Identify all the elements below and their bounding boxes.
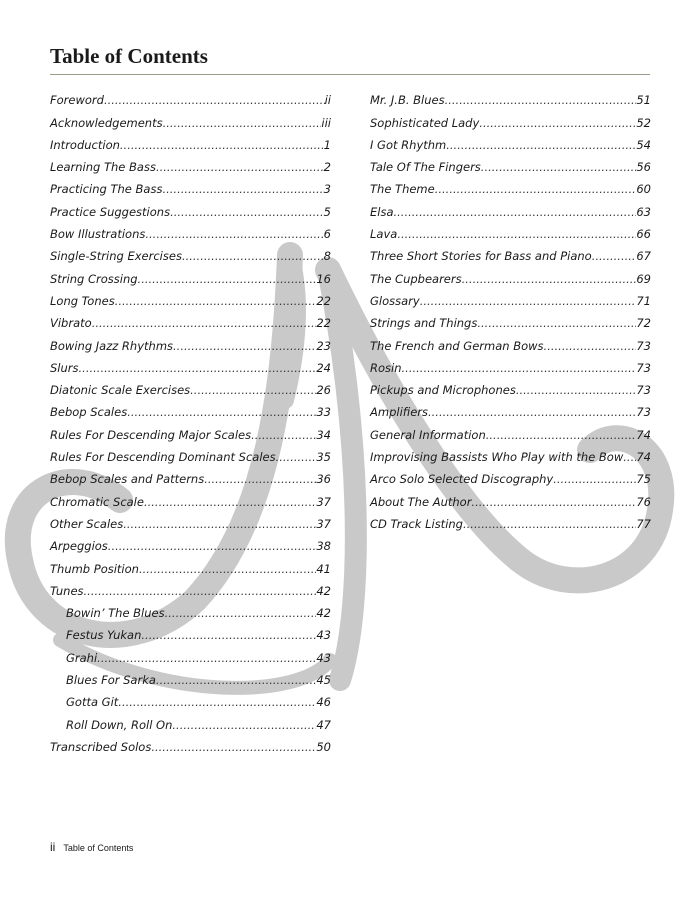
toc-entry-page-number: 47 — [316, 717, 331, 732]
toc-entry-title: Acknowledgements — [50, 115, 163, 130]
toc-entry-page-number: 54 — [636, 137, 651, 152]
toc-entry-page-number: 73 — [636, 383, 651, 398]
toc-entry-page-number: 22 — [316, 293, 331, 308]
toc-entry-page-number: 66 — [636, 227, 651, 242]
toc-entry-page-number: 74 — [636, 450, 651, 465]
toc-entry-title: Practicing The Bass — [50, 182, 163, 197]
toc-entry-title: Sophisticated Lady — [370, 115, 480, 130]
toc-subentry[interactable] — [50, 688, 331, 710]
dot-leader — [204, 471, 316, 487]
dot-leader — [553, 471, 636, 487]
toc-entry-page-number: 74 — [636, 427, 651, 442]
toc-entry-page-number: 52 — [636, 115, 651, 130]
toc-entry-title: Vibrato — [50, 316, 92, 331]
toc-entry-page-number: 34 — [316, 427, 331, 442]
dot-leader — [120, 137, 324, 153]
dot-leader — [92, 315, 317, 331]
dot-leader — [251, 427, 316, 443]
toc-entry-title: String Crossing — [50, 271, 138, 286]
dot-leader — [97, 650, 316, 666]
toc-entry-title: Learning The Bass — [50, 160, 156, 175]
toc-entry-title: Blues For Sarka — [66, 673, 156, 688]
toc-entry-title: Long Tones — [50, 293, 115, 308]
dot-leader — [428, 404, 636, 420]
toc-entry-title: Amplifiers — [370, 405, 428, 420]
toc-entry-title: Rules For Descending Major Scales — [50, 427, 252, 442]
toc-entry[interactable] — [50, 108, 331, 130]
toc-entry-title: Mr. J.B. Blues — [370, 93, 445, 108]
dot-leader — [144, 494, 316, 510]
toc-entry[interactable] — [370, 331, 651, 353]
toc-entry-page-number: 56 — [636, 160, 651, 175]
toc-entry[interactable] — [370, 197, 651, 219]
toc-entry-page-number: 46 — [316, 695, 331, 710]
dot-leader — [173, 338, 316, 354]
toc-entry[interactable] — [50, 487, 331, 509]
toc-entry-title: I Got Rhythm — [370, 137, 447, 152]
toc-entry[interactable] — [50, 131, 331, 153]
toc-entry-page-number: 51 — [636, 93, 651, 108]
toc-entry-title: Lava — [370, 227, 398, 242]
toc-entry-page-number: 26 — [316, 383, 331, 398]
toc-entry-page-number: 2 — [323, 160, 331, 175]
toc-entry-title: Other Scales — [50, 516, 124, 531]
toc-entry[interactable] — [370, 354, 651, 376]
toc-entry[interactable] — [50, 153, 331, 175]
dot-leader — [190, 382, 316, 398]
dot-leader — [445, 92, 637, 108]
toc-entry-title: Improvising Bassists Who Play with the Bow — [370, 450, 624, 465]
toc-entry[interactable] — [50, 733, 331, 755]
toc-entry-title: Gotta Git — [66, 695, 119, 710]
toc-entry[interactable] — [370, 264, 651, 286]
toc-entry[interactable] — [50, 309, 331, 331]
dot-leader — [115, 293, 317, 309]
toc-entry-page-number: 1 — [323, 137, 331, 152]
toc-entry-title: General Information — [370, 427, 486, 442]
toc-entry[interactable] — [370, 287, 651, 309]
toc-entry-page-number: 43 — [316, 628, 331, 643]
toc-entry-page-number: 42 — [316, 583, 331, 598]
dot-leader — [165, 605, 317, 621]
toc-entry[interactable] — [370, 175, 651, 197]
toc-entry-page-number: 24 — [316, 360, 331, 375]
dot-leader — [462, 271, 637, 287]
toc-entry-title: Three Short Stories for Bass and Piano — [370, 249, 592, 264]
toc-entry-title: Single-String Exercises — [50, 249, 182, 264]
toc-entry[interactable] — [370, 108, 651, 130]
toc-entry-title: Strings and Things — [370, 316, 478, 331]
toc-subentry[interactable] — [50, 621, 331, 643]
dot-leader — [151, 739, 316, 755]
toc-entry-page-number: 38 — [316, 539, 331, 554]
toc-entry-page-number: 3 — [323, 182, 331, 197]
toc-entry[interactable] — [370, 309, 651, 331]
toc-entry-title: The French and German Bows — [370, 338, 544, 353]
toc-entry-page-number: 71 — [636, 293, 651, 308]
toc-entry-page-number: ii — [324, 93, 331, 108]
toc-entry-page-number: 73 — [636, 360, 651, 375]
toc-entry-title: Slurs — [50, 360, 79, 375]
toc-entry-title: Tunes — [50, 583, 84, 598]
toc-entry-title: Elsa — [370, 204, 394, 219]
toc-entry-title: Bowing Jazz Rhythms — [50, 338, 174, 353]
dot-leader — [123, 516, 316, 532]
toc-entry-page-number: 60 — [636, 182, 651, 197]
dot-leader — [156, 159, 324, 175]
dot-leader — [397, 226, 636, 242]
toc-entry-page-number: 67 — [636, 249, 651, 264]
toc-entry-page-number: 8 — [323, 249, 331, 264]
toc-entry[interactable] — [50, 577, 331, 599]
toc-entry-page-number: iii — [321, 115, 331, 130]
dot-leader — [486, 427, 637, 443]
toc-entry[interactable] — [370, 510, 651, 532]
toc-entry-title: Transcribed Solos — [50, 739, 152, 754]
toc-entry-title: Foreword — [50, 93, 104, 108]
toc-entry-page-number: 75 — [636, 472, 651, 487]
toc-entry[interactable] — [50, 554, 331, 576]
toc-entry-title: Introduction — [50, 137, 120, 152]
toc-entry-page-number: 36 — [316, 472, 331, 487]
toc-entry[interactable] — [370, 376, 651, 398]
toc-entry-title: The Cupbearers — [370, 271, 462, 286]
toc-entry[interactable] — [370, 153, 651, 175]
toc-entry-title: Bowin’ The Blues — [66, 606, 165, 621]
dot-leader — [141, 627, 316, 643]
toc-entry-title: Rosin — [370, 360, 402, 375]
toc-entry-title: CD Track Listing — [370, 516, 463, 531]
toc-entry-page-number: 42 — [316, 606, 331, 621]
toc-entry[interactable] — [50, 443, 331, 465]
dot-leader — [156, 672, 316, 688]
dot-leader — [139, 561, 316, 577]
toc-entry[interactable] — [370, 398, 651, 420]
toc-entry-title: Arco Solo Selected Discography — [370, 472, 554, 487]
dot-leader — [477, 315, 636, 331]
footer-page-number: ii — [50, 840, 56, 854]
toc-entry[interactable] — [370, 465, 651, 487]
toc-entry[interactable] — [50, 420, 331, 442]
dot-leader — [479, 115, 636, 131]
toc-entry[interactable] — [50, 242, 331, 264]
toc-entry-page-number: 69 — [636, 271, 651, 286]
toc-entry-page-number: 16 — [316, 271, 331, 286]
toc-entry-page-number: 50 — [316, 739, 331, 754]
dot-leader — [163, 115, 322, 131]
toc-entry[interactable] — [50, 197, 331, 219]
dot-leader — [145, 226, 323, 242]
dot-leader — [138, 271, 317, 287]
toc-entry[interactable] — [370, 242, 651, 264]
toc-right-column — [370, 86, 651, 532]
toc-entry-title: Practice Suggestions — [50, 204, 171, 219]
page-footer — [50, 840, 133, 854]
toc-entry[interactable] — [370, 487, 651, 509]
toc-entry[interactable] — [370, 443, 651, 465]
toc-subentry[interactable] — [50, 710, 331, 732]
toc-entry-title: Bebop Scales — [50, 405, 128, 420]
dot-leader — [104, 92, 325, 108]
toc-subentry[interactable] — [50, 599, 331, 621]
toc-entry[interactable] — [50, 331, 331, 353]
dot-leader — [127, 404, 316, 420]
dot-leader — [108, 538, 317, 554]
dot-leader — [481, 159, 637, 175]
toc-entry-page-number: 45 — [316, 673, 331, 688]
toc-entry-page-number: 73 — [636, 338, 651, 353]
dot-leader — [162, 181, 323, 197]
title-rule — [50, 74, 650, 75]
toc-entry[interactable] — [50, 398, 331, 420]
dot-leader — [471, 494, 636, 510]
toc-entry-page-number: 22 — [316, 316, 331, 331]
toc-entry-page-number: 63 — [636, 204, 651, 219]
dot-leader — [463, 516, 636, 532]
toc-entry-title: Grahi — [66, 650, 98, 665]
dot-leader — [544, 338, 637, 354]
toc-entry-title: Arpeggios — [50, 539, 108, 554]
toc-entry-title: Rules For Descending Dominant Scales — [50, 450, 276, 465]
dot-leader — [592, 248, 637, 264]
toc-entry[interactable] — [50, 220, 331, 242]
toc-entry-title: The Theme — [370, 182, 435, 197]
toc-entry[interactable] — [370, 420, 651, 442]
toc-entry-page-number: 37 — [316, 516, 331, 531]
toc-entry[interactable] — [50, 354, 331, 376]
toc-entry[interactable] — [370, 220, 651, 242]
dot-leader — [276, 449, 317, 465]
toc-entry-title: Tale Of The Fingers — [370, 160, 481, 175]
toc-entry[interactable] — [50, 510, 331, 532]
toc-entry[interactable] — [50, 86, 331, 108]
toc-entry[interactable] — [50, 264, 331, 286]
dot-leader — [118, 694, 316, 710]
toc-entry[interactable] — [50, 175, 331, 197]
toc-entry-title: Diatonic Scale Exercises — [50, 383, 191, 398]
page-title: Table of Contents — [50, 44, 208, 68]
toc-entry-page-number: 43 — [316, 650, 331, 665]
toc-entry-title: About The Author — [370, 494, 472, 509]
dot-leader — [182, 248, 324, 264]
toc-entry-page-number: 35 — [316, 450, 331, 465]
toc-entry-page-number: 37 — [316, 494, 331, 509]
dot-leader — [420, 293, 637, 309]
dot-leader — [172, 717, 316, 733]
toc-entry[interactable] — [50, 465, 331, 487]
toc-entry-title: Bebop Scales and Patterns — [50, 472, 205, 487]
toc-entry[interactable] — [50, 287, 331, 309]
toc-entry-page-number: 77 — [636, 516, 651, 531]
toc-entry-page-number: 41 — [316, 561, 331, 576]
dot-leader — [79, 360, 317, 376]
toc-entry-title: Chromatic Scale — [50, 494, 144, 509]
dot-leader — [446, 137, 636, 153]
toc-entry-title: Festus Yukan — [66, 628, 142, 643]
footer-label: Table of Contents — [63, 843, 134, 853]
dot-leader — [435, 181, 637, 197]
toc-left-column — [50, 86, 331, 755]
dot-leader — [402, 360, 637, 376]
toc-entry-page-number: 33 — [316, 405, 331, 420]
dot-leader — [394, 204, 637, 220]
toc-entry[interactable] — [370, 131, 651, 153]
dot-leader — [516, 382, 637, 398]
toc-subentry[interactable] — [50, 666, 331, 688]
toc-entry-page-number: 23 — [316, 338, 331, 353]
toc-entry-title: Thumb Position — [50, 561, 139, 576]
toc-entry[interactable] — [50, 532, 331, 554]
toc-entry-title: Glossary — [370, 293, 420, 308]
toc-entry-page-number: 76 — [636, 494, 651, 509]
toc-entry-page-number: 5 — [323, 204, 331, 219]
dot-leader — [623, 449, 636, 465]
toc-entry-title: Bow Illustrations — [50, 227, 146, 242]
dot-leader — [84, 583, 317, 599]
toc-subentry[interactable] — [50, 643, 331, 665]
toc-entry-page-number: 73 — [636, 405, 651, 420]
toc-entry-page-number: 72 — [636, 316, 651, 331]
toc-entry-title: Roll Down, Roll On — [66, 717, 173, 732]
toc-entry[interactable] — [370, 86, 651, 108]
dot-leader — [170, 204, 324, 220]
toc-entry[interactable] — [50, 376, 331, 398]
toc-entry-page-number: 6 — [323, 227, 331, 242]
toc-entry-title: Pickups and Microphones — [370, 383, 516, 398]
